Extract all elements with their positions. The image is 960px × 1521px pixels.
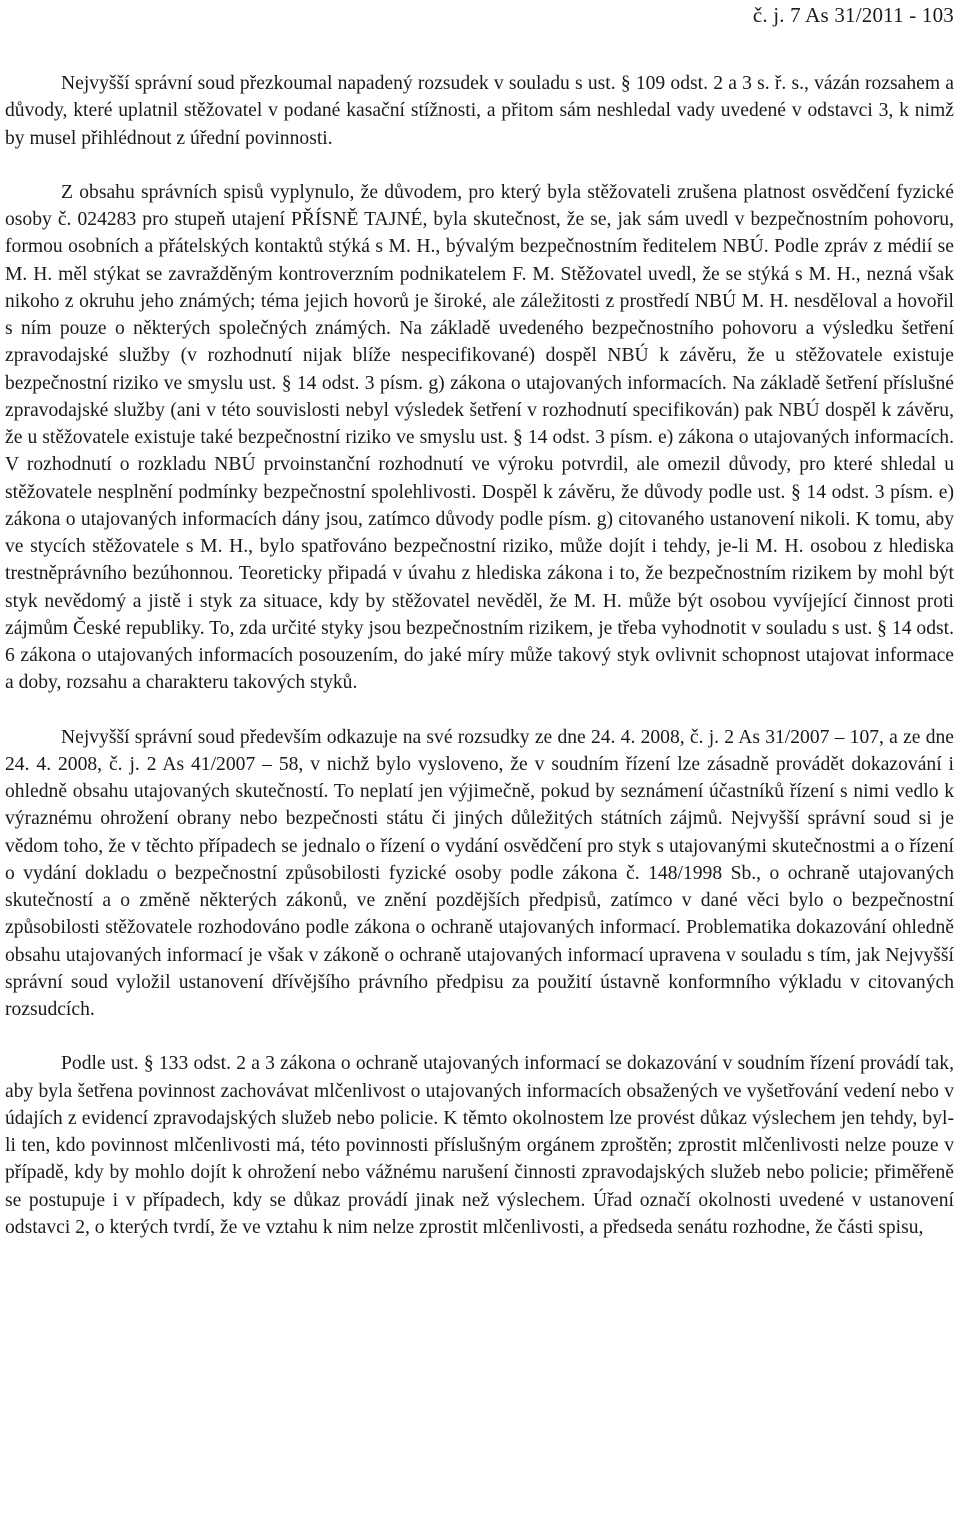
paragraph-case-law-reference: Nejvyšší správní soud především odkazuje na své rozsudky ze dne 24. 4. 2008, č. j. 2 As 31/2007 – 107, a ze dne 24. 4. 2008, č. j. 2 As 41/2007 – 58, v nichž bylo vysloveno, že v soudním řízení lze zásadně provádět dokazování i ohledně obsahu utajovaných skutečností. To neplatí jen výjimečně, pokud by seznámení účastníků řízení s nimi vedlo k výraznému ohrožení obrany nebo bezpečnosti státu či jiných důležitých státních zájmů. Nejvyšší správní soud si je vědom toho, že v těchto případech se jednalo o řízení o vydání osvědčení pro styk s utajovanými skutečnostmi a o řízení o vydání dokladu o bezpečnostní způsobilosti fyzické osoby podle zákona č. 148/1998 Sb., o ochraně utajovaných skutečností a o změně některých zákonů, ve znění pozdějších předpisů, zatímco v dané věci bylo o bezpečnostní způsobilosti stěžovatele rozhodováno podle zákona o ochraně utajovaných informací. Problematika dokazování ohledně obsahu utajovaných informací je však v zákoně o ochraně utajovaných informací upravena v souladu s tím, jak Nejvyšší správní soud vyložil ustanovení dřívějšího právního předpisu za použití ústavně konformního výkladu v citovaných rozsudcích. [5, 726, 954, 1020]
case-number-header: č. j. 7 As 31/2011 - 103 [752, 3, 954, 27]
paragraph-administrative-files: Z obsahu správních spisů vyplynulo, že důvodem, pro který byla stěžovateli zrušena platnost osvědčení fyzické osoby č. 024283 pro stupeň utajení PŘÍSNĚ TAJNÉ, byla skutečnost, že se, jak sám uvedl v bezpečnostním pohovoru, formou osobních a přátelských kontaktů stýká s M. H., bývalým bezpečnostním ředitelem NBÚ. Podle zpráv z médií se M. H. měl stýkat se zavražděným kontroverzním podnikatelem F. M. Stěžovatel uvedl, že se stýká s M. H., nezná však nikoho z okruhu jeho známých; téma jejich hovorů je široké, ale záležitosti z prostředí NBÚ M. H. nesděloval a hovořil s ním pouze o některých společných známých. Na základě uvedeného bezpečnostního pohovoru a výsledku šetření zpravodajské služby (v rozhodnutí nijak blíže nespecifikované) dospěl NBÚ k závěru, že u stěžovatele existuje bezpečnostní riziko ve smyslu ust. § 14 odst. 3 písm. g) zákona o utajovaných informacích. Na základě šetření příslušné zpravodajské služby (ani v této souvislosti nebyl výsledek šetření v rozhodnutí specifikován) pak NBÚ dospěl k závěru, že u stěžovatele existuje také bezpečnostní riziko ve smyslu ust. § 14 odst. 3 písm. e) zákona o utajovaných informacích. V rozhodnutí o rozkladu NBÚ prvoinstanční rozhodnutí ve výroku potvrdil, ale omezil důvody, pro které shledal u stěžovatele nesplnění podmínky bezpečnostní spolehlivosti. Dospěl k závěru, že důvody podle ust. § 14 odst. 3 písm. e) zákona o utajovaných informacích dány jsou, zatímco důvody podle písm. g) citovaného ustanovení nikoli. K tomu, aby ve stycích stěžovatele s M. H., bylo spatřováno bezpečnostní riziko, může dojít i tehdy, je-li M. H. osobou z hlediska trestněprávního bezúhonnou. Teoreticky připadá v úvahu z hlediska zákona i to, že bezpečnostním rizikem by mohl být styk nevědomý a jistě i styk za situace, kdy by stěžovatel nevěděl, že M. H. může být osobou vyvíjející činnost proti zájmům České republiky. To, zda určité styky jsou bezpečnostním rizikem, je třeba vyhodnotit v souladu s ust. § 14 odst. 6 zákona o utajovaných informacích posouzením, do jaké míry může takový styk ovlivnit schopnost utajovat informace a doby, rozsahu a charakteru takových styků. [5, 181, 954, 694]
paragraph-review-scope: Nejvyšší správní soud přezkoumal napadený rozsudek v souladu s ust. § 109 odst. 2 a 3 s. ř. s., vázán rozsahem a důvody, které uplatnil stěžovatel v podané kasační stížnosti, a přitom sám neshledal vady uvedené v odstavci 3, k nimž by musel přihlédnout z úřední povinnosti. [5, 73, 954, 149]
paragraph-evidence-procedure: Podle ust. § 133 odst. 2 a 3 zákona o ochraně utajovaných informací se dokazování v soudním řízení provádí tak, aby byla šetřena povinnost zachovávat mlčenlivost o utajovaných informacích obsažených ve vyšetřování vedení nebo v údajích z evidencí zpravodajských služeb nebo policie. K těmto okolnostem lze provést důkaz výslechem jen tehdy, byl-li ten, kdo povinnost mlčenlivosti má, této povinnosti příslušným orgánem zproštěn; zprostit mlčenlivosti nelze pouze v případě, kdy by mohlo dojít k ohrožení nebo vážnému narušení činnosti zpravodajských služeb nebo policie; přiměřeně se postupuje i v případech, kdy se důkaz provádí jinak než výslechem. Úřad označí okolnosti uvedené v ustanovení odstavci 2, o kterých tvrdí, že ve vztahu k nim nelze zprostit mlčenlivosti, a předseda senátu rozhodne, že části spisu, [5, 1053, 954, 1238]
document-body [5, 70, 954, 1241]
